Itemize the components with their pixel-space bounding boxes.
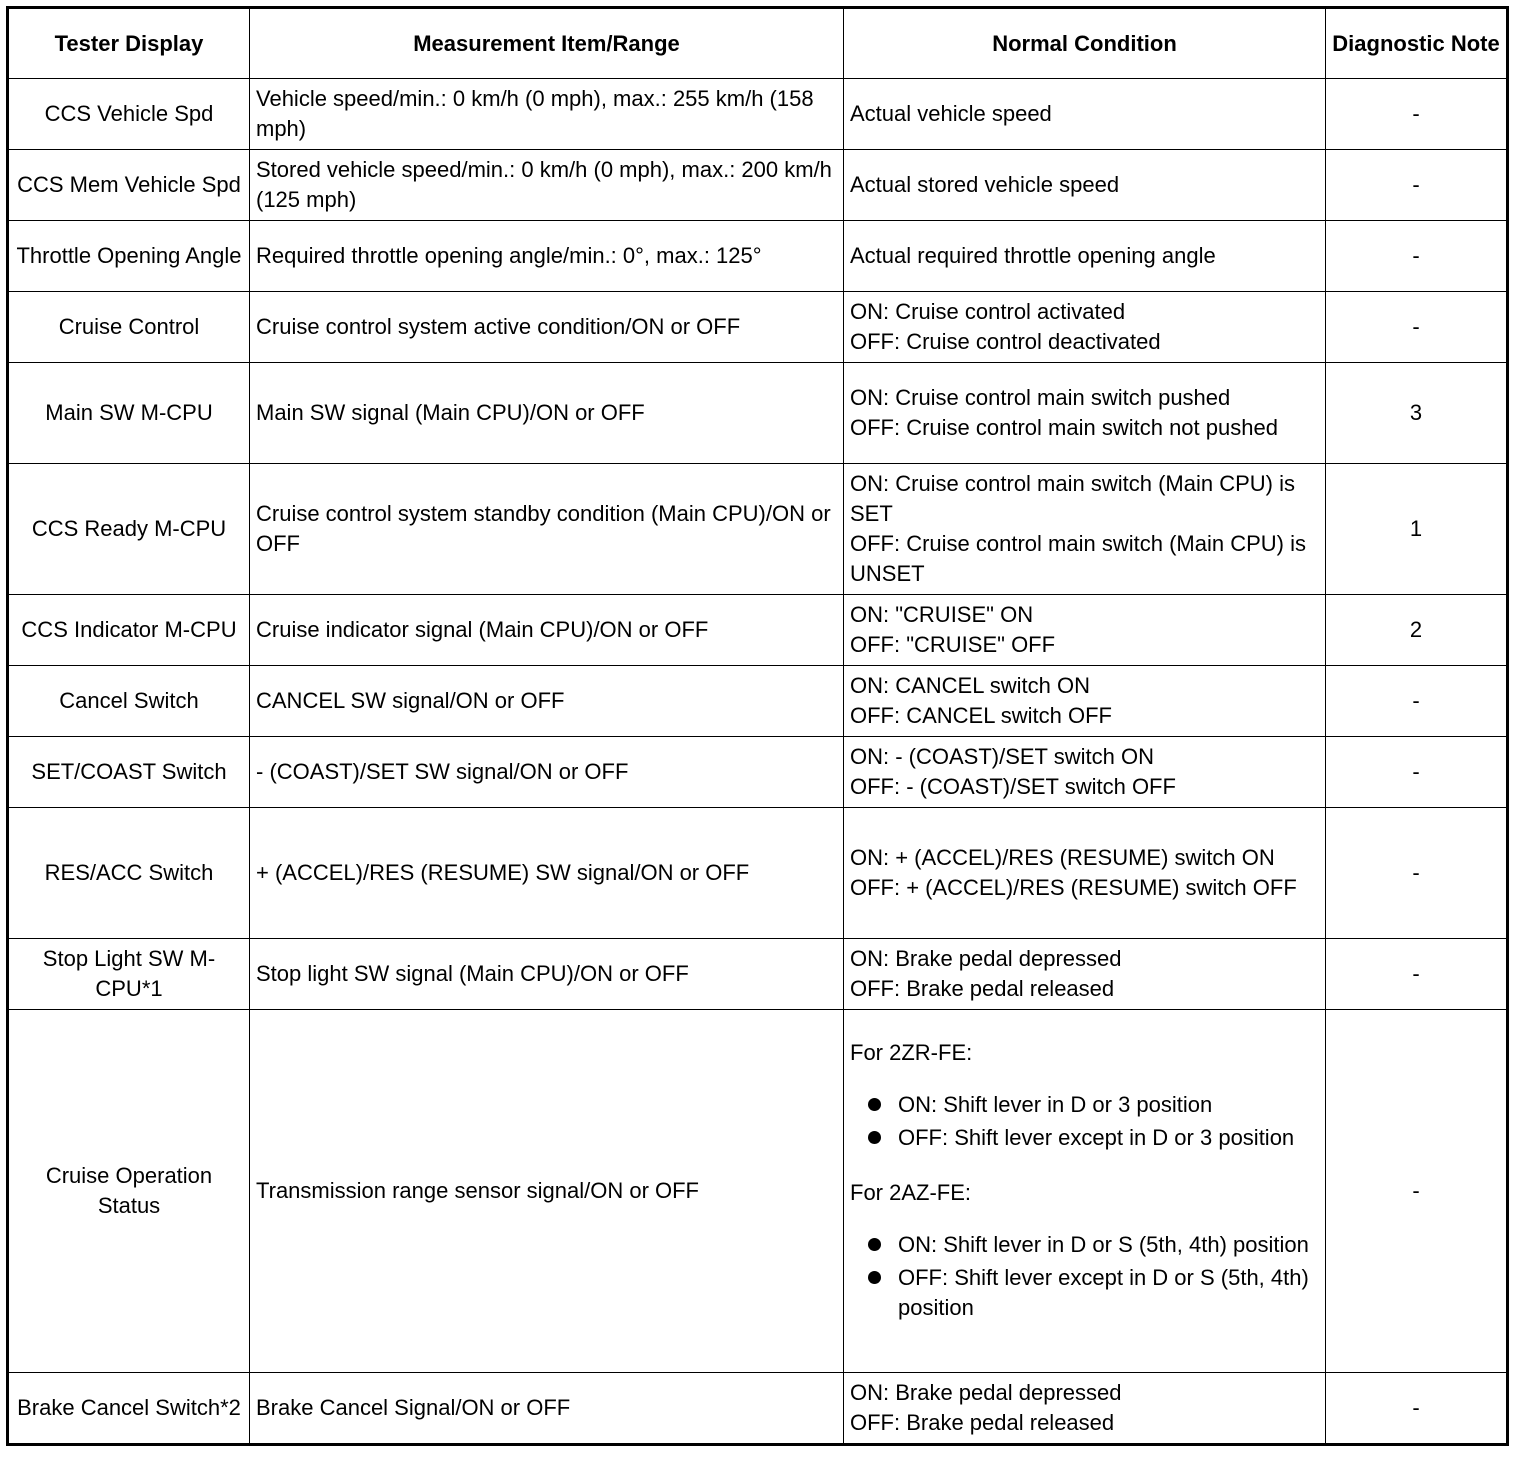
normal-condition-cell (844, 1373, 1326, 1445)
table-row (8, 595, 1508, 666)
normal-condition-line: ON: Brake pedal depressed (850, 946, 1122, 971)
normal-condition-line: OFF: + (ACCEL)/RES (RESUME) switch OFF (850, 875, 1297, 900)
normal-condition-cell (844, 221, 1326, 292)
tester-display-cell: RES/ACC Switch (8, 808, 250, 939)
bullet-dot-icon (868, 1131, 881, 1144)
normal-condition-cell (844, 939, 1326, 1010)
bullet-text: ON: Shift lever in D or S (5th, 4th) position (898, 1232, 1309, 1257)
tester-display-cell: Brake Cancel Switch*2 (8, 1373, 250, 1445)
tester-display-cell: Main SW M-CPU (8, 363, 250, 464)
bullet-text: OFF: Shift lever except in D or S (5th, 4th) position (898, 1265, 1309, 1320)
table-row (8, 737, 1508, 808)
measurement-cell: Brake Cancel Signal/ON or OFF (250, 1373, 844, 1445)
diagnostic-note-cell: - (1326, 150, 1508, 221)
diagnostic-note-cell: - (1326, 808, 1508, 939)
bullet-item (850, 1263, 1319, 1323)
measurement-cell: CANCEL SW signal/ON or OFF (250, 666, 844, 737)
tester-display-cell: CCS Indicator M-CPU (8, 595, 250, 666)
bullet-list (850, 1218, 1319, 1336)
engine-group-title: For 2AZ-FE: (850, 1180, 972, 1205)
normal-condition-line: Actual stored vehicle speed (850, 172, 1120, 197)
header-normal-condition: Normal Condition (844, 8, 1326, 79)
normal-condition-line: OFF: Brake pedal released (850, 1410, 1115, 1435)
normal-condition-cell (844, 464, 1326, 595)
table-header-row (8, 8, 1508, 79)
normal-condition-cell (844, 808, 1326, 939)
tester-display-cell: CCS Mem Vehicle Spd (8, 150, 250, 221)
normal-condition-line: ON: Cruise control main switch (Main CPU) is SET (850, 471, 1295, 526)
table-row (8, 808, 1508, 939)
tester-display-cell: Cruise Operation Status (8, 1010, 250, 1373)
normal-condition-cell (844, 150, 1326, 221)
tester-display-cell: CCS Vehicle Spd (8, 79, 250, 150)
normal-condition-line: ON: Cruise control activated (850, 299, 1126, 324)
normal-condition-cell (844, 363, 1326, 464)
measurement-cell: Stored vehicle speed/min.: 0 km/h (0 mph), max.: 200 km/h (125 mph) (250, 150, 844, 221)
engine-group-title: For 2ZR-FE: (850, 1040, 973, 1065)
table-row (8, 666, 1508, 737)
data-list-table (6, 6, 1509, 1446)
measurement-cell: + (ACCEL)/RES (RESUME) SW signal/ON or OFF (250, 808, 844, 939)
normal-condition-line: ON: "CRUISE" ON (850, 602, 1034, 627)
table-row (8, 292, 1508, 363)
diagnostic-note-cell: - (1326, 939, 1508, 1010)
diagnostic-note-cell: - (1326, 292, 1508, 363)
normal-condition-line: OFF: Cruise control main switch (Main CPU) is UNSET (850, 531, 1306, 586)
diagnostic-note-cell: - (1326, 1373, 1508, 1445)
table-row (8, 79, 1508, 150)
table-row (8, 939, 1508, 1010)
tester-display-cell: Cancel Switch (8, 666, 250, 737)
diagnostic-note-cell: - (1326, 79, 1508, 150)
measurement-cell: Cruise indicator signal (Main CPU)/ON or OFF (250, 595, 844, 666)
table-row (8, 464, 1508, 595)
normal-condition-line: ON: Brake pedal depressed (850, 1380, 1122, 1405)
normal-condition-line: Actual vehicle speed (850, 101, 1052, 126)
bullet-dot-icon (868, 1098, 881, 1111)
measurement-cell: Cruise control system active condition/ON or OFF (250, 292, 844, 363)
tester-display-cell: SET/COAST Switch (8, 737, 250, 808)
table-row (8, 363, 1508, 464)
header-measurement: Measurement Item/Range (250, 8, 844, 79)
diagnostic-note-cell: 3 (1326, 363, 1508, 464)
normal-condition-line: OFF: CANCEL switch OFF (850, 703, 1112, 728)
measurement-cell: - (COAST)/SET SW signal/ON or OFF (250, 737, 844, 808)
table-row (8, 150, 1508, 221)
tester-display-cell: CCS Ready M-CPU (8, 464, 250, 595)
bullet-text: OFF: Shift lever except in D or 3 position (898, 1125, 1295, 1150)
table-row (8, 221, 1508, 292)
bullet-item (850, 1090, 1319, 1120)
table-row (8, 1373, 1508, 1445)
normal-condition-line: ON: CANCEL switch ON (850, 673, 1091, 698)
measurement-cell: Vehicle speed/min.: 0 km/h (0 mph), max.: 255 km/h (158 mph) (250, 79, 844, 150)
measurement-cell: Cruise control system standby condition (Main CPU)/ON or OFF (250, 464, 844, 595)
normal-condition-cell (844, 595, 1326, 666)
bullet-dot-icon (868, 1238, 881, 1251)
normal-condition-line: OFF: Cruise control deactivated (850, 329, 1161, 354)
normal-condition-line: ON: Cruise control main switch pushed (850, 385, 1231, 410)
normal-condition-cell (844, 79, 1326, 150)
header-tester-display: Tester Display (8, 8, 250, 79)
normal-condition-cell (844, 737, 1326, 808)
data-list-table-container (6, 6, 1506, 1446)
normal-condition-line: ON: - (COAST)/SET switch ON (850, 744, 1154, 769)
diagnostic-note-cell: - (1326, 1010, 1508, 1373)
diagnostic-note-cell: 1 (1326, 464, 1508, 595)
bullet-dot-icon (868, 1271, 881, 1284)
normal-condition-line: OFF: Brake pedal released (850, 976, 1115, 1001)
bullet-text: ON: Shift lever in D or 3 position (898, 1092, 1213, 1117)
tester-display-cell: Throttle Opening Angle (8, 221, 250, 292)
header-diagnostic-note: Diagnostic Note (1326, 8, 1508, 79)
measurement-cell: Required throttle opening angle/min.: 0°, max.: 125° (250, 221, 844, 292)
normal-condition-line: Actual required throttle opening angle (850, 243, 1216, 268)
normal-condition-line: ON: + (ACCEL)/RES (RESUME) switch ON (850, 845, 1275, 870)
diagnostic-note-cell: - (1326, 221, 1508, 292)
bullet-item (850, 1123, 1319, 1153)
measurement-cell: Transmission range sensor signal/ON or OFF (250, 1010, 844, 1373)
bullet-item (850, 1230, 1319, 1260)
tester-display-cell: Stop Light SW M-CPU*1 (8, 939, 250, 1010)
normal-condition-line: OFF: Cruise control main switch not pushed (850, 415, 1278, 440)
normal-condition-line: OFF: - (COAST)/SET switch OFF (850, 774, 1176, 799)
diagnostic-note-cell: - (1326, 666, 1508, 737)
diagnostic-note-cell: 2 (1326, 595, 1508, 666)
tester-display-cell: Cruise Control (8, 292, 250, 363)
normal-condition-cell (844, 666, 1326, 737)
normal-condition-cell (844, 1010, 1326, 1373)
table-row (8, 1010, 1508, 1373)
normal-condition-cell (844, 292, 1326, 363)
normal-condition-line: OFF: "CRUISE" OFF (850, 632, 1056, 657)
diagnostic-note-cell: - (1326, 737, 1508, 808)
bullet-list (850, 1078, 1319, 1166)
measurement-cell: Main SW signal (Main CPU)/ON or OFF (250, 363, 844, 464)
measurement-cell: Stop light SW signal (Main CPU)/ON or OFF (250, 939, 844, 1010)
